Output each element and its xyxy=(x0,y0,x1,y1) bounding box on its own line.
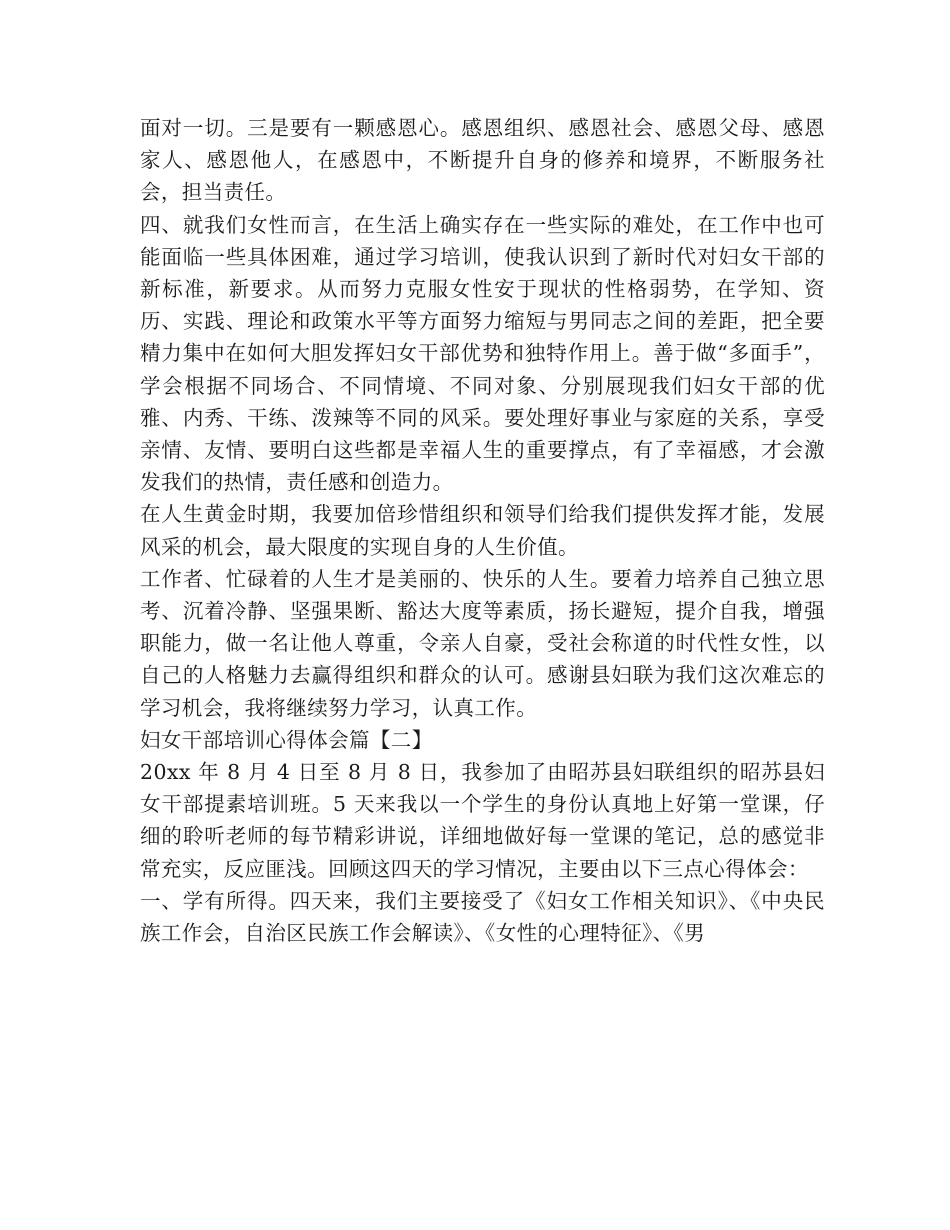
paragraph-gratitude: 面对一切。三是要有一颗感恩心。感恩组织、感恩社会、感恩父母、感恩家人、感恩他人，在感恩中，不断提升自身的修养和境界，不断服务社会，担当责任。 xyxy=(140,116,825,205)
section-heading: 妇女干部培训心得体会篇【二】 xyxy=(140,727,433,752)
paragraph-point-four: 四、就我们女性而言，在生活上确实存在一些实际的难处，在工作中也可能面临一些具体困难，通过学习培训，使我认识到了新时代对妇女干部的新标准，新要求。从而努力克服女性安于现状的性格弱势，在学知、资历、实践、理论和政策水平等方面努力缩短与男同志之间的差距，把全要精力集中在如何大胆发挥妇女干部优势和独特作用上。善于做“多面手”，学会根据不同场合、不同情境、不同对象、分别展现我们妇女干部的优雅、内秀、干练、泼辣等不同的风采。要处理好事业与家庭的关系，享受亲情、友情、要明白这些都是幸福人生的重要撑点，有了幸福感，才会激发我们的热情，责任感和创造力。 xyxy=(140,212,825,495)
paragraph-training-intro: 20xx 年 8 月 4 日至 8 月 8 日，我参加了由昭苏县妇联组织的昭苏县妇女干部提素培训班。5 天来我以一个学生的身份认真地上好第一堂课，仔细的聆听老师的每节精彩讲说，详细地做好每一堂课的笔记，总的感觉非常充实，反应匪浅。回顾这四天的学习情况，主要由以下三点心得体会： xyxy=(140,760,825,881)
paragraph-busy-life: 工作者、忙碌着的人生才是美丽的、快乐的人生。要着力培养自己独立思考、沉着冷静、坚强果断、豁达大度等素质，扬长避短，提介自我，增强职能力，做一名让他人尊重，令亲人自豪，受社会称道的时代性女性，以自己的人格魅力去赢得组织和群众的认可。感谢县妇联为我们这次难忘的学习机会，我将继续努力学习，认真工作。 xyxy=(140,566,825,720)
paragraph-point-one: 一、学有所得。四天来，我们主要接受了《妇女工作相关知识》、《中央民族工作会，自治区民族工作会解读》、《女性的心理特征》、《男 xyxy=(140,888,825,946)
document-page xyxy=(140,112,825,949)
paragraph-golden-period: 在人生黄金时期，我要加倍珍惜组织和领导们给我们提供发挥才能，发展风采的机会，最大限度的实现自身的人生价值。 xyxy=(140,502,825,559)
